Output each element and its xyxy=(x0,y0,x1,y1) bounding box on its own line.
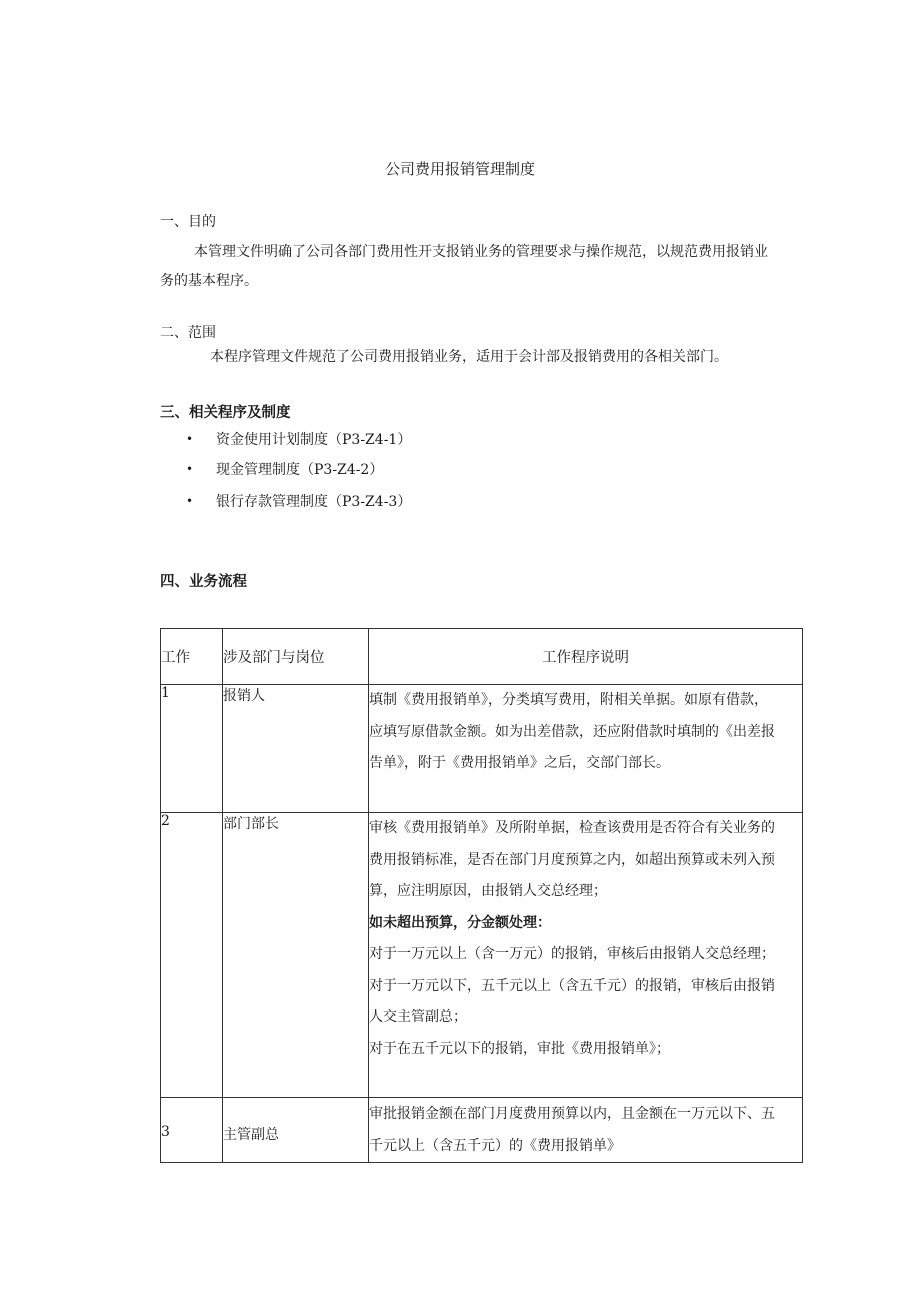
header-role: 涉及部门与岗位 xyxy=(223,629,369,685)
description-line: 千元以上（含五千元）的《费用报销单》 xyxy=(369,1137,621,1154)
bullet-icon: • xyxy=(186,462,194,476)
related-list-item xyxy=(186,491,411,511)
bullet-icon: • xyxy=(186,432,194,446)
cell-role: 部门部长 xyxy=(223,813,369,1098)
description-line: 对于一万元以上（含一万元）的报销，审核后由报销人交总经理； xyxy=(369,946,775,962)
section-related-heading: 三、相关程序及制度 xyxy=(160,405,291,421)
table-row xyxy=(161,1098,803,1163)
description-line: 人交主管副总； xyxy=(369,1009,467,1025)
related-item-label: 资金使用计划制度（P3-Z4-1） xyxy=(216,432,412,448)
cell-role: 主管副总 xyxy=(223,1098,369,1163)
cell-description xyxy=(369,685,803,813)
description-line: 审核《费用报销单》及所附单据，检查该费用是否符合有关业务的 xyxy=(369,820,775,836)
description-line: 填制《费用报销单》，分类填写费用，附相关单据。如原有借款， xyxy=(369,692,768,708)
header-description: 工作程序说明 xyxy=(369,629,803,685)
cell-step: 3 xyxy=(161,1098,223,1163)
related-list-item xyxy=(186,459,383,479)
table-header-row xyxy=(161,629,803,685)
description-line: 告单》，附于《费用报销单》之后，交部门部长。 xyxy=(369,755,670,771)
description-line: 审批报销金额在部门月度费用预算以内，且金额在一万元以下、五 xyxy=(369,1106,775,1122)
description-line: 算，应注明原因，由报销人交总经理； xyxy=(369,883,607,899)
description-line: 费用报销标准，是否在部门月度预算之内，如超出预算或未列入预 xyxy=(369,851,775,868)
related-item-label: 银行存款管理制度（P3-Z4-3） xyxy=(216,494,412,510)
related-item-label: 现金管理制度（P3-Z4-2） xyxy=(216,462,384,478)
section-process-heading: 四、业务流程 xyxy=(160,574,247,590)
process-table xyxy=(160,628,803,1163)
table-row xyxy=(161,685,803,813)
cell-description xyxy=(369,813,803,1098)
description-line: 对于一万元以下，五千元以上（含五千元）的报销，审核后由报销 xyxy=(369,977,775,994)
header-step: 工作 xyxy=(161,629,223,685)
bullet-icon: • xyxy=(186,494,194,508)
description-line: 应填写原借款金额。如为出差借款，还应附借款时填制的《出差报 xyxy=(369,723,775,740)
related-list-item xyxy=(186,429,411,449)
description-line-emphasis: 如未超出预算，分金额处理： xyxy=(369,914,551,931)
document-title: 公司费用报销管理制度 xyxy=(384,160,535,178)
table-row xyxy=(161,813,803,1098)
cell-description xyxy=(369,1098,803,1163)
cell-step: 1 xyxy=(161,685,223,813)
section-purpose-body-line1: 本管理文件明确了公司各部门费用性开支报销业务的管理要求与操作规范，以规范费用报销业 xyxy=(194,244,768,260)
description-line: 对于在五千元以下的报销，审批《费用报销单》； xyxy=(369,1040,670,1057)
section-scope-body: 本程序管理文件规范了公司费用报销业务，适用于会计部及报销费用的各相关部门。 xyxy=(210,349,728,365)
section-purpose-heading: 一、目的 xyxy=(160,214,216,230)
cell-role: 报销人 xyxy=(223,685,369,813)
section-scope-heading: 二、范围 xyxy=(160,325,216,341)
section-purpose-body-line2: 务的基本程序。 xyxy=(160,273,258,289)
cell-step: 2 xyxy=(161,813,223,1098)
